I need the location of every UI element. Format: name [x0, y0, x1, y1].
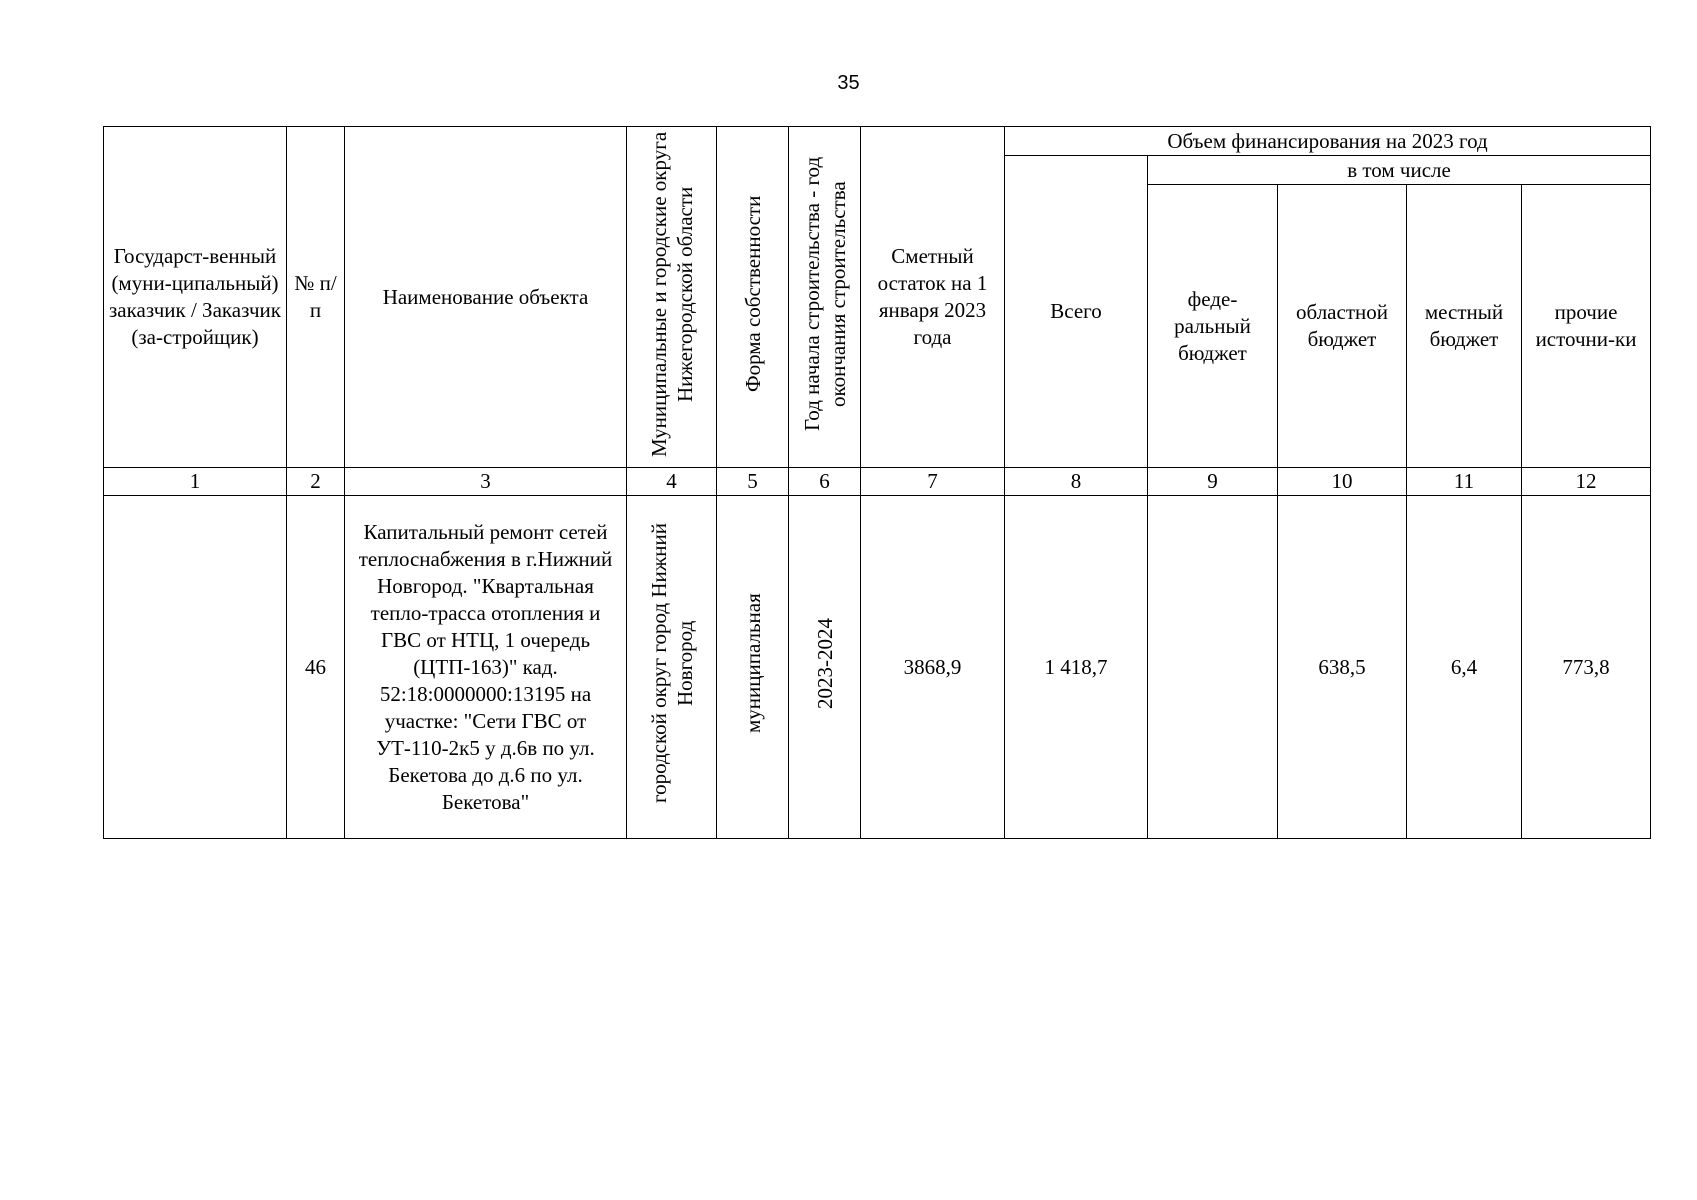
cell-local: 6,4 — [1407, 496, 1522, 839]
column-number: 7 — [861, 468, 1005, 496]
cell-balance: 3868,9 — [861, 496, 1005, 839]
header-funding-group: Объем финансирования на 2023 год — [1005, 127, 1651, 156]
column-number: 4 — [627, 468, 717, 496]
header-customer: Государст-венный (муни-ципальный) заказчик / Заказчик (за-стройщик) — [104, 127, 287, 468]
header-municipality-text: Муниципальные и городские округа Нижегородской области — [646, 130, 697, 457]
cell-federal — [1148, 496, 1278, 839]
page-number: 35 — [837, 72, 860, 94]
column-number: 11 — [1407, 468, 1522, 496]
header-including: в том числе — [1148, 156, 1651, 185]
header-num: № п/п — [287, 127, 345, 468]
cell-regional: 638,5 — [1278, 496, 1407, 839]
header-name: Наименование объекта — [345, 127, 627, 468]
column-number: 10 — [1278, 468, 1407, 496]
cell-years-text: 2023-2024 — [812, 618, 837, 709]
header-balance: Сметный остаток на 1 января 2023 года — [861, 127, 1005, 468]
header-regional: областной бюджет — [1278, 185, 1407, 468]
column-number: 12 — [1522, 468, 1651, 496]
header-total: Всего — [1005, 156, 1148, 468]
header-other: прочие источни-ки — [1522, 185, 1651, 468]
cell-years — [789, 496, 861, 839]
header-ownership-text: Форма собственности — [740, 195, 765, 392]
cell-municipality-text: городской округ город Нижний Новгород — [646, 523, 697, 804]
financing-table — [103, 126, 1651, 839]
header-years — [789, 127, 861, 468]
cell-ownership-text: муниципальная — [740, 593, 765, 734]
column-number: 6 — [789, 468, 861, 496]
header-row-1 — [104, 127, 1651, 156]
column-number: 8 — [1005, 468, 1148, 496]
column-number: 3 — [345, 468, 627, 496]
cell-other: 773,8 — [1522, 496, 1651, 839]
column-number: 5 — [717, 468, 789, 496]
header-years-text: Год начала строительства - год окончания строительства — [799, 156, 850, 431]
cell-total: 1 418,7 — [1005, 496, 1148, 839]
table-row — [104, 496, 1651, 839]
header-local: местный бюджет — [1407, 185, 1522, 468]
header-municipality — [627, 127, 717, 468]
column-number: 1 — [104, 468, 287, 496]
cell-object-name: Капитальный ремонт сетей теплоснабжения в г.Нижний Новгород. "Квартальная тепло-трасса отопления и ГВС от НТЦ, 1 очередь (ЦТП-163)" кад. 52:18:0000000:13195 на участке: "Сети ГВС от УТ-110-2к5 у д.6в по ул. Бекетова до д.6 по ул. Бекетова" — [345, 496, 627, 839]
column-number: 2 — [287, 468, 345, 496]
cell-municipality — [627, 496, 717, 839]
cell-ownership — [717, 496, 789, 839]
cell-num: 46 — [287, 496, 345, 839]
cell-customer — [104, 496, 287, 839]
column-number-row — [104, 468, 1651, 496]
column-number: 9 — [1148, 468, 1278, 496]
header-federal: феде-ральный бюджет — [1148, 185, 1278, 468]
header-ownership — [717, 127, 789, 468]
